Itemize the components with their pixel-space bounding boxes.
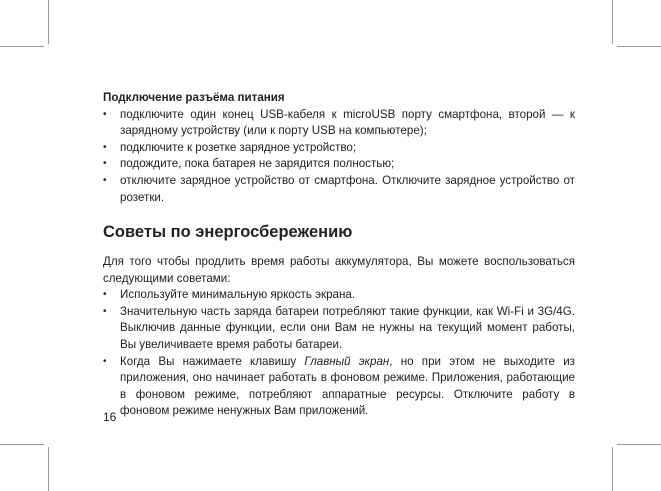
crop-mark xyxy=(617,46,661,47)
list-item: • отключите зарядное устройство от смартфона. Отключите зарядное устройство от розетки. xyxy=(103,173,575,206)
charging-steps-list xyxy=(103,107,575,207)
crop-mark xyxy=(0,46,44,47)
list-item: • Значительную часть заряда батареи потребляют такие функции, как Wi-Fi и 3G/4G. Выключив данные функции, если они Вам не нужны на текущий момент работы, Вы увеличиваете время работы батареи. xyxy=(103,304,575,354)
list-item xyxy=(103,354,575,420)
section-title: Советы по энергосбережению xyxy=(103,223,353,241)
crop-mark xyxy=(612,0,613,44)
home-screen-key-name: Главный экран xyxy=(304,354,390,368)
crop-mark xyxy=(48,0,49,44)
list-item: • подождите, пока батарея не зарядится полностью; xyxy=(103,156,575,173)
charging-heading: Подключение разъёма питания xyxy=(103,91,285,104)
list-item: • Используйте минимальную яркость экрана. xyxy=(103,287,575,304)
tips-list xyxy=(103,287,575,420)
crop-mark xyxy=(48,447,49,491)
tip-text: Когда Вы нажимаете клавишу xyxy=(120,354,305,368)
page-number: 16 xyxy=(103,410,117,424)
charging-section xyxy=(103,90,575,206)
tip-text: , но при этом не выходите из приложения, оно начинает работать в фоновом режиме. Приложения, работающие в фоновом режиме, потребляют аппаратные ресурсы. Отключите работу в фоновом режиме ненужных Вам приложений. xyxy=(120,354,575,418)
list-item: • подключите к розетке зарядное устройство; xyxy=(103,140,575,157)
list-item: • подключите один конец USB-кабеля к microUSB порту смартфона, второй — к зарядному устройству (или к порту USB на компьютере); xyxy=(103,107,575,140)
crop-mark xyxy=(0,444,44,445)
crop-mark xyxy=(612,447,613,491)
tips-intro: Для того чтобы продлить время работы аккумулятора, Вы можете воспользоваться следующими советами: xyxy=(103,255,575,285)
crop-mark xyxy=(617,444,661,445)
energy-tips-section xyxy=(103,254,575,420)
